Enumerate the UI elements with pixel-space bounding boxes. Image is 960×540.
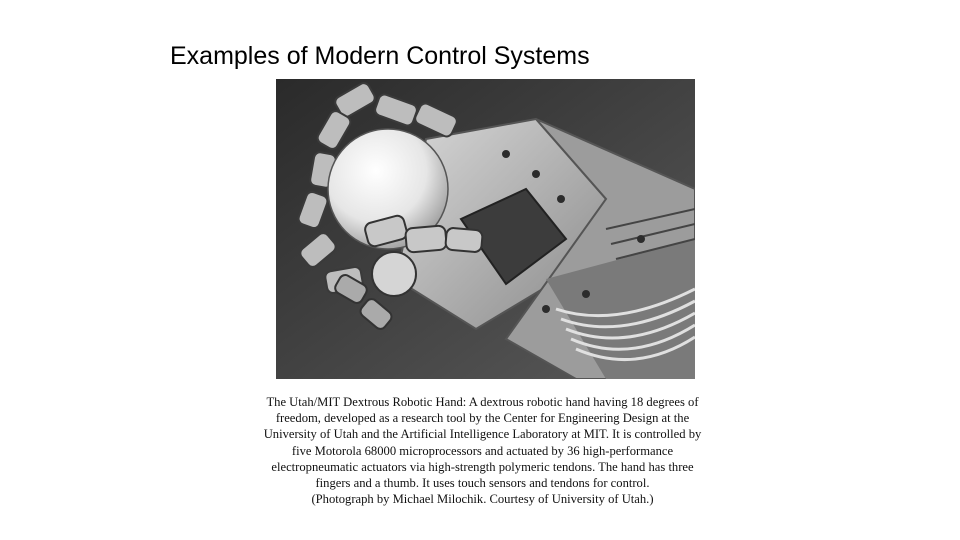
caption-line: electropneumatic actuators via high-strength polymeric tendons. The hand has three [271,459,694,474]
caption-line: University of Utah and the Artificial Intelligence Laboratory at MIT. It is controlled by [263,427,702,442]
caption-line: The Utah/MIT Dextrous Robotic Hand: A dextrous robotic hand having 18 degrees of [266,395,699,409]
caption-line: (Photograph by Michael Milochik. Courtesy of University of Utah.) [311,492,654,507]
photo-caption [240,394,725,507]
slide-title: Examples of Modern Control Systems [170,42,590,70]
caption-line: fingers and a thumb. It uses touch sensors and tendons for control. [315,476,650,491]
robotic-hand-photo [276,79,695,379]
caption-line: five Motorola 68000 microprocessors and actuated by 36 high-performance [291,443,674,458]
caption-line: freedom, developed as a research tool by the Center for Engineering Design at the [275,411,690,426]
